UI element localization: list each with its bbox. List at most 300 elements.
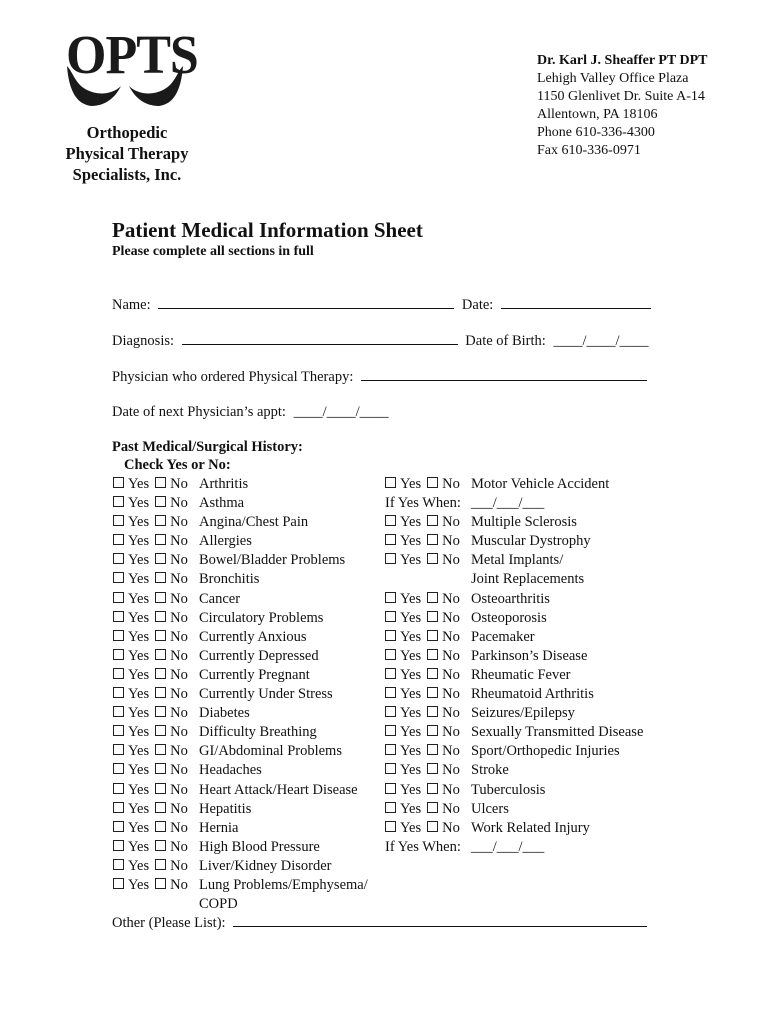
yes-checkbox[interactable] <box>113 704 149 723</box>
no-checkbox[interactable] <box>155 781 188 800</box>
no-checkbox[interactable] <box>155 666 188 685</box>
checkbox-box[interactable] <box>385 687 396 698</box>
no-checkbox[interactable] <box>427 551 460 570</box>
yes-checkbox[interactable] <box>385 723 421 742</box>
checkbox-box[interactable] <box>427 763 438 774</box>
condition-label: Hepatitis <box>199 800 252 817</box>
dob-label: Date of Birth: <box>465 333 546 349</box>
checkbox-box[interactable] <box>155 763 166 774</box>
yes-checkbox[interactable] <box>113 494 149 513</box>
checkbox-box[interactable] <box>385 649 396 660</box>
no-checkbox[interactable] <box>155 723 188 742</box>
yes-label: Yes <box>400 819 422 836</box>
no-checkbox[interactable] <box>155 551 188 570</box>
yes-no-group <box>113 590 199 609</box>
page-title: Patient Medical Information Sheet <box>112 218 423 242</box>
condition-row <box>113 742 368 761</box>
no-checkbox[interactable] <box>155 704 188 723</box>
appt-field[interactable]: ____/____/____ <box>293 404 389 420</box>
diagnosis-field[interactable] <box>182 332 458 345</box>
yes-label: Yes <box>128 743 150 760</box>
name-field[interactable] <box>158 296 454 309</box>
no-checkbox[interactable] <box>427 590 460 609</box>
yes-checkbox[interactable] <box>113 532 149 551</box>
condition-label: Sport/Orthopedic Injuries <box>471 743 620 760</box>
checkbox-box[interactable] <box>155 553 166 564</box>
yes-label: Yes <box>128 552 150 569</box>
no-label: No <box>170 800 188 817</box>
condition-label: Allergies <box>199 533 252 550</box>
yes-checkbox[interactable] <box>113 513 149 532</box>
checkbox-box[interactable] <box>155 725 166 736</box>
other-field[interactable] <box>233 914 647 927</box>
yes-label: Yes <box>128 647 150 664</box>
no-checkbox[interactable] <box>427 723 460 742</box>
checkbox-box[interactable] <box>113 534 124 545</box>
checkbox-box[interactable] <box>155 878 166 889</box>
no-checkbox[interactable] <box>155 876 188 895</box>
no-label: No <box>442 686 460 703</box>
yes-checkbox[interactable] <box>113 876 149 895</box>
checkbox-box[interactable] <box>385 763 396 774</box>
yes-label: Yes <box>128 819 150 836</box>
no-label: No <box>442 724 460 741</box>
condition-row <box>385 723 643 742</box>
no-checkbox[interactable] <box>427 628 460 647</box>
checkbox-box[interactable] <box>113 611 124 622</box>
checkbox-box[interactable] <box>427 706 438 717</box>
no-checkbox[interactable] <box>427 704 460 723</box>
yes-checkbox[interactable] <box>113 685 149 704</box>
condition-label: Heart Attack/Heart Disease <box>199 781 358 798</box>
checkbox-box[interactable] <box>385 515 396 526</box>
condition-row <box>385 551 643 570</box>
no-checkbox[interactable] <box>427 819 460 838</box>
no-label: No <box>442 666 460 683</box>
no-checkbox[interactable] <box>155 532 188 551</box>
yes-label: Yes <box>400 666 422 683</box>
checkbox-box[interactable] <box>385 668 396 679</box>
yes-label: Yes <box>128 857 150 874</box>
yes-label: Yes <box>128 724 150 741</box>
condition-row <box>113 723 368 742</box>
checkbox-box[interactable] <box>385 802 396 813</box>
condition-label: Difficulty Breathing <box>199 724 317 741</box>
no-checkbox[interactable] <box>427 475 460 494</box>
yes-checkbox[interactable] <box>113 781 149 800</box>
no-label: No <box>442 476 460 492</box>
condition-label: Headaches <box>199 762 262 779</box>
yes-checkbox[interactable] <box>113 647 149 666</box>
yes-checkbox[interactable] <box>113 551 149 570</box>
yes-label: Yes <box>400 514 422 531</box>
no-label: No <box>170 476 188 492</box>
checkbox-box[interactable] <box>385 534 396 545</box>
when-field[interactable]: ___/___/___ <box>471 495 545 512</box>
checkbox-box[interactable] <box>113 496 124 507</box>
condition-label: GI/Abdominal Problems <box>199 743 342 760</box>
checkbox-box[interactable] <box>427 783 438 794</box>
yes-checkbox[interactable] <box>385 781 421 800</box>
yes-label: Yes <box>400 781 422 798</box>
condition-label: Stroke <box>471 762 509 779</box>
yes-no-group <box>113 532 199 551</box>
yes-checkbox[interactable] <box>385 666 421 685</box>
checkbox-box[interactable] <box>113 572 124 583</box>
no-label: No <box>442 552 460 569</box>
yes-checkbox[interactable] <box>385 475 421 494</box>
if-yes-when-label: If Yes When: <box>385 495 461 512</box>
no-label: No <box>442 762 460 779</box>
yes-label: Yes <box>400 800 422 817</box>
yes-label: Yes <box>400 686 422 703</box>
no-checkbox[interactable] <box>155 570 188 589</box>
yes-checkbox[interactable] <box>113 800 149 819</box>
yes-checkbox[interactable] <box>385 742 421 761</box>
diagnosis-label: Diagnosis: <box>112 333 175 349</box>
condition-label: Angina/Chest Pain <box>199 514 309 531</box>
checkbox-box[interactable] <box>155 821 166 832</box>
checkbox-box[interactable] <box>427 611 438 622</box>
yes-label: Yes <box>400 590 422 607</box>
checkbox-box[interactable] <box>155 649 166 660</box>
yes-no-group <box>113 551 199 570</box>
yes-checkbox[interactable] <box>385 685 421 704</box>
yes-label: Yes <box>128 838 150 855</box>
when-field[interactable]: ___/___/___ <box>471 838 545 855</box>
checkbox-box[interactable] <box>113 668 124 679</box>
checkbox-box[interactable] <box>427 534 438 545</box>
no-checkbox[interactable] <box>155 838 188 857</box>
yes-label: Yes <box>128 514 150 531</box>
no-checkbox[interactable] <box>155 590 188 609</box>
no-label: No <box>442 705 460 722</box>
checkbox-box[interactable] <box>113 515 124 526</box>
yes-checkbox[interactable] <box>385 761 421 780</box>
checkbox-box[interactable] <box>113 592 124 603</box>
no-label: No <box>170 743 188 760</box>
checkbox-box[interactable] <box>427 725 438 736</box>
no-checkbox[interactable] <box>427 685 460 704</box>
checkbox-box[interactable] <box>155 668 166 679</box>
no-label: No <box>170 628 188 645</box>
yes-no-group <box>385 761 471 780</box>
yes-no-group <box>385 666 471 685</box>
no-label: No <box>170 781 188 798</box>
yes-label: Yes <box>400 705 422 722</box>
checkbox-box[interactable] <box>155 611 166 622</box>
no-label: No <box>170 590 188 607</box>
yes-no-group <box>113 761 199 780</box>
no-label: No <box>170 762 188 779</box>
checkbox-box[interactable] <box>155 840 166 851</box>
condition-label: Liver/Kidney Disorder <box>199 857 332 874</box>
address-line: Lehigh Valley Office Plaza <box>537 71 689 86</box>
yes-label: Yes <box>128 876 150 893</box>
checkbox-box[interactable] <box>113 783 124 794</box>
condition-continuation: COPD <box>199 896 238 913</box>
checkbox-box[interactable] <box>113 763 124 774</box>
yes-checkbox[interactable] <box>385 590 421 609</box>
no-checkbox[interactable] <box>427 609 460 628</box>
dob-field[interactable]: ____/____/____ <box>553 333 649 349</box>
condition-label: Motor Vehicle Accident <box>471 476 610 492</box>
doctor-name: Dr. Karl J. Sheaffer PT DPT <box>537 53 708 68</box>
fax: Fax 610-336-0971 <box>537 143 641 158</box>
condition-label: Muscular Dystrophy <box>471 533 591 550</box>
no-label: No <box>442 647 460 664</box>
checkbox-box[interactable] <box>385 611 396 622</box>
yes-no-group <box>113 570 199 589</box>
yes-checkbox[interactable] <box>385 628 421 647</box>
yes-label: Yes <box>128 571 150 588</box>
yes-checkbox[interactable] <box>113 590 149 609</box>
checkbox-box[interactable] <box>427 821 438 832</box>
no-label: No <box>170 609 188 626</box>
date-field[interactable] <box>501 296 651 309</box>
no-checkbox[interactable] <box>427 647 460 666</box>
yes-no-group <box>385 685 471 704</box>
no-label: No <box>170 819 188 836</box>
yes-label: Yes <box>128 628 150 645</box>
yes-no-group <box>113 857 199 876</box>
yes-checkbox[interactable] <box>385 532 421 551</box>
no-checkbox[interactable] <box>427 513 460 532</box>
checkbox-box[interactable] <box>113 687 124 698</box>
condition-label: Osteoporosis <box>471 609 547 626</box>
no-checkbox[interactable] <box>427 800 460 819</box>
checkbox-box[interactable] <box>113 649 124 660</box>
yes-label: Yes <box>400 628 422 645</box>
no-checkbox[interactable] <box>155 513 188 532</box>
condition-label: Sexually Transmitted Disease <box>471 724 644 741</box>
company-line: Specialists, Inc. <box>72 165 182 184</box>
condition-label: Rheumatic Fever <box>471 666 571 683</box>
checkbox-box[interactable] <box>385 706 396 717</box>
yes-label: Yes <box>400 552 422 569</box>
no-checkbox[interactable] <box>155 800 188 819</box>
phone: Phone 610-336-4300 <box>537 125 655 140</box>
checkbox-box[interactable] <box>155 572 166 583</box>
checkbox-box[interactable] <box>113 553 124 564</box>
condition-row <box>113 704 368 723</box>
checkbox-box[interactable] <box>113 477 124 488</box>
checkbox-box[interactable] <box>155 859 166 870</box>
checkbox-box[interactable] <box>385 477 396 488</box>
condition-row <box>385 685 643 704</box>
condition-label: Bronchitis <box>199 571 260 588</box>
checkbox-box[interactable] <box>113 859 124 870</box>
no-checkbox[interactable] <box>155 742 188 761</box>
checkbox-box[interactable] <box>113 802 124 813</box>
yes-checkbox[interactable] <box>113 761 149 780</box>
no-checkbox[interactable] <box>427 742 460 761</box>
checkbox-box[interactable] <box>385 744 396 755</box>
checkbox-box[interactable] <box>113 706 124 717</box>
yes-checkbox[interactable] <box>113 475 149 494</box>
condition-row <box>385 494 643 513</box>
yes-no-group <box>113 723 199 742</box>
yes-label: Yes <box>400 647 422 664</box>
checkbox-box[interactable] <box>113 630 124 641</box>
checkbox-box[interactable] <box>155 802 166 813</box>
yes-label: Yes <box>128 495 150 512</box>
checkbox-box[interactable] <box>155 534 166 545</box>
condition-row <box>385 628 643 647</box>
condition-row <box>385 838 643 857</box>
yes-checkbox[interactable] <box>113 609 149 628</box>
yes-checkbox[interactable] <box>113 819 149 838</box>
yes-no-group <box>113 838 199 857</box>
no-checkbox[interactable] <box>427 761 460 780</box>
yes-checkbox[interactable] <box>385 704 421 723</box>
date-label: Date: <box>461 297 494 313</box>
checkbox-box[interactable] <box>155 496 166 507</box>
checkbox-box[interactable] <box>155 515 166 526</box>
checkbox-box[interactable] <box>427 649 438 660</box>
no-label: No <box>170 876 188 893</box>
checkbox-box[interactable] <box>385 592 396 603</box>
yes-no-group <box>113 685 199 704</box>
yes-no-group <box>385 590 471 609</box>
yes-checkbox[interactable] <box>385 609 421 628</box>
yes-no-group <box>113 876 199 895</box>
checkbox-box[interactable] <box>427 592 438 603</box>
condition-label: Arthritis <box>199 476 249 492</box>
yes-checkbox[interactable] <box>113 723 149 742</box>
yes-checkbox[interactable] <box>385 647 421 666</box>
checkbox-box[interactable] <box>427 553 438 564</box>
condition-row <box>113 781 368 800</box>
no-label: No <box>442 628 460 645</box>
condition-label: Pacemaker <box>471 628 535 645</box>
yes-no-group <box>385 532 471 551</box>
condition-label: Multiple Sclerosis <box>471 514 577 531</box>
yes-checkbox[interactable] <box>113 666 149 685</box>
condition-label: Osteoarthritis <box>471 590 550 607</box>
yes-no-group <box>113 647 199 666</box>
condition-row <box>113 494 368 513</box>
no-checkbox[interactable] <box>155 475 188 494</box>
condition-row <box>385 742 643 761</box>
checkbox-box[interactable] <box>155 706 166 717</box>
checkbox-box[interactable] <box>113 725 124 736</box>
yes-checkbox[interactable] <box>113 570 149 589</box>
checkbox-box[interactable] <box>427 668 438 679</box>
no-checkbox[interactable] <box>155 857 188 876</box>
yes-checkbox[interactable] <box>385 551 421 570</box>
no-checkbox[interactable] <box>155 647 188 666</box>
checkbox-box[interactable] <box>427 687 438 698</box>
company-line: Orthopedic <box>86 123 168 142</box>
yes-label: Yes <box>128 666 150 683</box>
no-checkbox[interactable] <box>427 781 460 800</box>
no-checkbox[interactable] <box>155 494 188 513</box>
condition-row <box>113 761 368 780</box>
checkbox-box[interactable] <box>427 477 438 488</box>
checkbox-box[interactable] <box>427 515 438 526</box>
yes-no-group <box>385 551 471 570</box>
no-checkbox[interactable] <box>427 532 460 551</box>
checkbox-box[interactable] <box>427 802 438 813</box>
checkbox-box[interactable] <box>113 821 124 832</box>
no-label: No <box>170 724 188 741</box>
yes-no-group <box>385 800 471 819</box>
no-checkbox[interactable] <box>155 685 188 704</box>
condition-label: Seizures/Epilepsy <box>471 705 575 722</box>
yes-label: Yes <box>128 609 150 626</box>
yes-no-group <box>113 781 199 800</box>
no-checkbox[interactable] <box>427 666 460 685</box>
no-label: No <box>442 800 460 817</box>
checkbox-box[interactable] <box>155 783 166 794</box>
yes-label: Yes <box>400 533 422 550</box>
condition-row <box>113 838 368 857</box>
yes-checkbox[interactable] <box>385 513 421 532</box>
physician-row <box>112 368 647 386</box>
no-checkbox[interactable] <box>155 761 188 780</box>
condition-label: Work Related Injury <box>471 819 590 836</box>
yes-no-group <box>385 475 471 494</box>
appt-label: Date of next Physician’s appt: <box>112 404 286 420</box>
checkbox-box[interactable] <box>155 744 166 755</box>
contact-block <box>537 52 707 160</box>
checkbox-box[interactable] <box>155 592 166 603</box>
no-checkbox[interactable] <box>155 819 188 838</box>
opts-logo: OPTS <box>66 25 198 86</box>
checkbox-box[interactable] <box>113 878 124 889</box>
checkbox-box[interactable] <box>385 725 396 736</box>
condition-row <box>113 609 368 628</box>
checkbox-box[interactable] <box>155 630 166 641</box>
condition-row <box>113 857 368 876</box>
no-label: No <box>442 533 460 550</box>
checkbox-box[interactable] <box>385 821 396 832</box>
yes-no-group <box>385 781 471 800</box>
checkbox-box[interactable] <box>113 744 124 755</box>
checkbox-box[interactable] <box>385 553 396 564</box>
yes-label: Yes <box>128 800 150 817</box>
condition-label: Diabetes <box>199 705 250 722</box>
yes-checkbox[interactable] <box>113 628 149 647</box>
checkbox-box[interactable] <box>427 630 438 641</box>
yes-no-group <box>385 819 471 838</box>
checkbox-box[interactable] <box>385 630 396 641</box>
condition-label: Lung Problems/Emphysema/ <box>199 876 368 893</box>
checkbox-box[interactable] <box>427 744 438 755</box>
condition-row <box>113 819 368 838</box>
yes-checkbox[interactable] <box>113 742 149 761</box>
yes-label: Yes <box>128 705 150 722</box>
condition-row <box>113 647 368 666</box>
physician-field[interactable] <box>361 368 647 381</box>
checkbox-box[interactable] <box>155 687 166 698</box>
yes-no-group <box>385 609 471 628</box>
no-checkbox[interactable] <box>155 609 188 628</box>
yes-checkbox[interactable] <box>113 857 149 876</box>
no-checkbox[interactable] <box>155 628 188 647</box>
checkbox-box[interactable] <box>385 783 396 794</box>
checkbox-box[interactable] <box>155 477 166 488</box>
yes-checkbox[interactable] <box>113 838 149 857</box>
no-label: No <box>170 552 188 569</box>
yes-checkbox[interactable] <box>385 800 421 819</box>
yes-checkbox[interactable] <box>385 819 421 838</box>
yes-label: Yes <box>400 609 422 626</box>
address-line: Allentown, PA 18106 <box>537 107 658 122</box>
condition-row <box>385 666 643 685</box>
checkbox-box[interactable] <box>113 840 124 851</box>
